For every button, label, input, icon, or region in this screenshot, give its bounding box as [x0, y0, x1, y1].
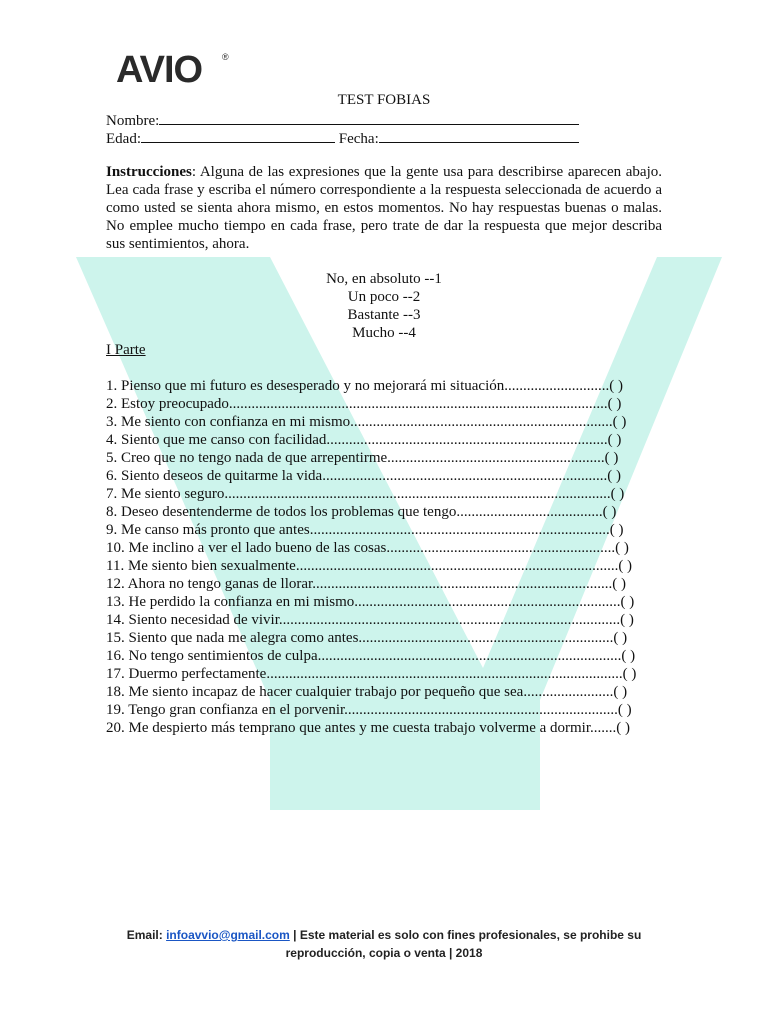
part-heading: I Parte	[106, 342, 146, 358]
logo-text: AVIO	[116, 49, 203, 88]
age-blank[interactable]	[141, 128, 335, 143]
question-item[interactable]: 13. He perdido la confianza en mi mismo.......................................................................( )	[106, 594, 635, 610]
question-item[interactable]: 19. Tengo gran confianza en el porvenir.........................................................................( )	[106, 702, 632, 718]
question-item[interactable]: 3. Me siento con confianza en mi mismo......................................................................( )	[106, 414, 627, 430]
page-footer	[0, 926, 768, 962]
page-title: TEST FOBIAS	[337, 92, 431, 108]
date-label: Fecha:	[338, 131, 379, 147]
instructions-text: : Alguna de las expresiones que la gente usa para describirse aparecen abajo. Lea cada frase y escriba el número correspondiente a la respuesta seleccionada de acuerdo a como usted se sienta ahora mismo, en estos momentos. No hay respuestas buenas o malas. No emplee mucho tiempo en cada frase, pero trate de dar la respuesta que mejor describa sus sentimientos, ahora.	[106, 164, 662, 252]
scale-option: No, en absoluto --1	[326, 271, 442, 287]
question-item[interactable]: 9. Me canso más pronto que antes................................................................................( )	[106, 522, 624, 538]
question-item[interactable]: 4. Siento que me canso con facilidad...........................................................................( )	[106, 432, 622, 448]
email-link[interactable]: infoavvio@gmail.com	[166, 928, 290, 942]
name-field[interactable]	[106, 110, 579, 130]
question-item[interactable]: 20. Me despierto más temprano que antes y me cuesta trabajo volverme a dormir.......( )	[106, 720, 631, 736]
age-label: Edad:	[106, 131, 141, 147]
question-item[interactable]: 12. Ahora no tengo ganas de llorar................................................................................( )	[106, 576, 626, 592]
scale-option: Bastante --3	[347, 307, 421, 323]
footer-line-1	[0, 926, 768, 944]
question-item[interactable]: 10. Me inclino a ver el lado bueno de las cosas.............................................................( )	[106, 540, 629, 556]
question-item[interactable]: 1. Pienso que mi futuro es desesperado y no mejorará mi situación............................( )	[106, 378, 623, 394]
question-item[interactable]: 17. Duermo perfectamente...............................................................................................( )	[106, 666, 637, 682]
question-item[interactable]: 15. Siento que nada me alegra como antes....................................................................( )	[106, 630, 628, 646]
footer-line-2: reproducción, copia o venta | 2018	[285, 946, 483, 960]
email-label: Email:	[126, 928, 167, 942]
question-item[interactable]: 8. Deseo desentenderme de todos los problemas que tengo.......................................( )	[106, 504, 617, 520]
question-item[interactable]: 7. Me siento seguro.......................................................................................................( )	[106, 486, 625, 502]
name-blank[interactable]	[159, 110, 579, 125]
instructions	[106, 163, 662, 253]
question-list	[106, 377, 646, 737]
question-item[interactable]: 2. Estoy preocupado.....................................................................................................( )	[106, 396, 622, 412]
question-item[interactable]: 5. Creo que no tengo nada de que arrepentirme..........................................................( )	[106, 450, 619, 466]
question-item[interactable]: 18. Me siento incapaz de hacer cualquier trabajo por pequeño que sea........................( )	[106, 684, 628, 700]
question-item[interactable]: 11. Me siento bien sexualmente......................................................................................( )	[106, 558, 633, 574]
response-scale	[0, 270, 768, 342]
question-item[interactable]: 14. Siento necesidad de vivir...........................................................................................( )	[106, 612, 634, 628]
scale-option: Mucho --4	[352, 325, 416, 341]
footer-disclaimer: | Este material es solo con fines profesionales, se prohibe su	[289, 928, 642, 942]
scale-option: Un poco --2	[347, 289, 421, 305]
avio-logo	[116, 48, 236, 88]
age-date-row	[106, 128, 579, 148]
date-blank[interactable]	[379, 128, 579, 143]
name-label: Nombre:	[106, 113, 160, 129]
logo-registered-mark: ®	[222, 52, 229, 62]
question-item[interactable]: 6. Siento deseos de quitarme la vida............................................................................( )	[106, 468, 621, 484]
instructions-heading: Instrucciones	[106, 164, 192, 180]
question-item[interactable]: 16. No tengo sentimientos de culpa.................................................................................( )	[106, 648, 636, 664]
